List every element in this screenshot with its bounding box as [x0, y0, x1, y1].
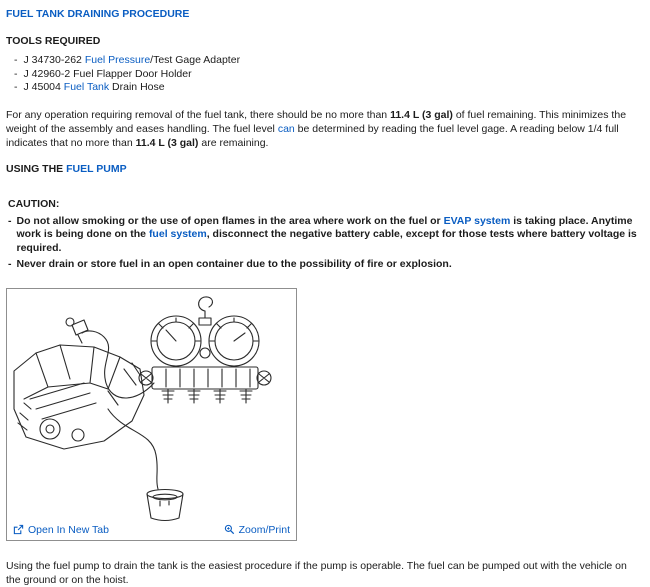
tool-text: /Test Gage Adapter [150, 54, 241, 66]
caution-text [17, 215, 640, 256]
open-in-new-tab-icon [13, 524, 24, 535]
intro-text: be determined by reading the fuel level gage. A reading below 1/4 full indicates that no more than [6, 122, 619, 149]
tool-text: J 34730-262 [23, 54, 85, 66]
intro-paragraph [6, 108, 641, 150]
tool-text: Drain Hose [109, 81, 165, 93]
tools-required-heading: TOOLS REQUIRED [6, 35, 101, 47]
caution-segment: Do not allow smoking or the use of open flames in the area where work on the fuel or [16, 214, 444, 227]
bullet-dash: - [8, 214, 12, 227]
footer-paragraph: Using the fuel pump to drain the tank is the easiest procedure if the pump is operable. The fuel can be pumped out with the vehicle on the ground or on the hoist. [6, 559, 627, 586]
zoom-print-link[interactable] [224, 524, 290, 536]
fuel-drain-diagram [8, 291, 295, 523]
caution-text: Never drain or store fuel in an open container due to the possibility of fire or explosion. [16, 258, 452, 270]
open-in-new-tab-link[interactable] [13, 524, 109, 536]
figure-links-row [7, 523, 296, 540]
heading-text: USING THE [6, 162, 67, 175]
page [6, 8, 641, 587]
tool-item [14, 81, 641, 95]
intro-text: are remaining. [198, 136, 269, 149]
tool-item [14, 68, 641, 82]
bullet-dash: - [8, 258, 12, 270]
page-title: FUEL TANK DRAINING PROCEDURE [6, 8, 190, 20]
fuel-quantity-bold: 11.4 L (3 gal) [135, 136, 199, 149]
caution-segment: , disconnect the negative battery cable, except for those tests where battery voltage is required. [16, 228, 637, 254]
tools-list [14, 54, 641, 95]
figure-box [6, 288, 297, 541]
fuel-pump-link[interactable]: FUEL PUMP [66, 162, 127, 175]
evap-system-link[interactable]: EVAP system [443, 214, 511, 227]
fuel-system-link[interactable]: fuel system [148, 228, 207, 240]
intro-text: of fuel remaining. This minimizes the weight of the assembly and eases handling. The fuel level [6, 108, 627, 135]
zoom-print-label: Zoom/Print [238, 523, 290, 536]
bullet-dash: - [14, 81, 18, 93]
caution-heading: CAUTION: [8, 197, 60, 210]
magnifier-icon [224, 524, 235, 535]
bullet-dash: - [14, 54, 18, 66]
caution-item-1 [8, 215, 641, 256]
caution-segment: is taking place. Anytime work is being done on the [16, 214, 633, 240]
intro-text: For any operation requiring removal of the fuel tank, there should be no more than [6, 108, 391, 121]
fuel-tank-link[interactable]: Fuel Tank [63, 81, 110, 93]
can-link[interactable]: can [277, 122, 295, 135]
caution-item-2 [8, 258, 641, 272]
bullet-dash: - [14, 67, 18, 80]
tool-text: J 42960-2 Fuel Flapper Door Holder [23, 67, 192, 80]
fuel-quantity-bold: 11.4 L (3 gal) [390, 108, 453, 121]
tool-text: J 45004 [23, 81, 64, 93]
open-in-new-tab-label: Open In New Tab [28, 523, 109, 536]
using-the-fuel-pump-heading [6, 163, 641, 175]
tool-item [14, 54, 641, 68]
fuel-pressure-link[interactable]: Fuel Pressure [84, 54, 151, 66]
